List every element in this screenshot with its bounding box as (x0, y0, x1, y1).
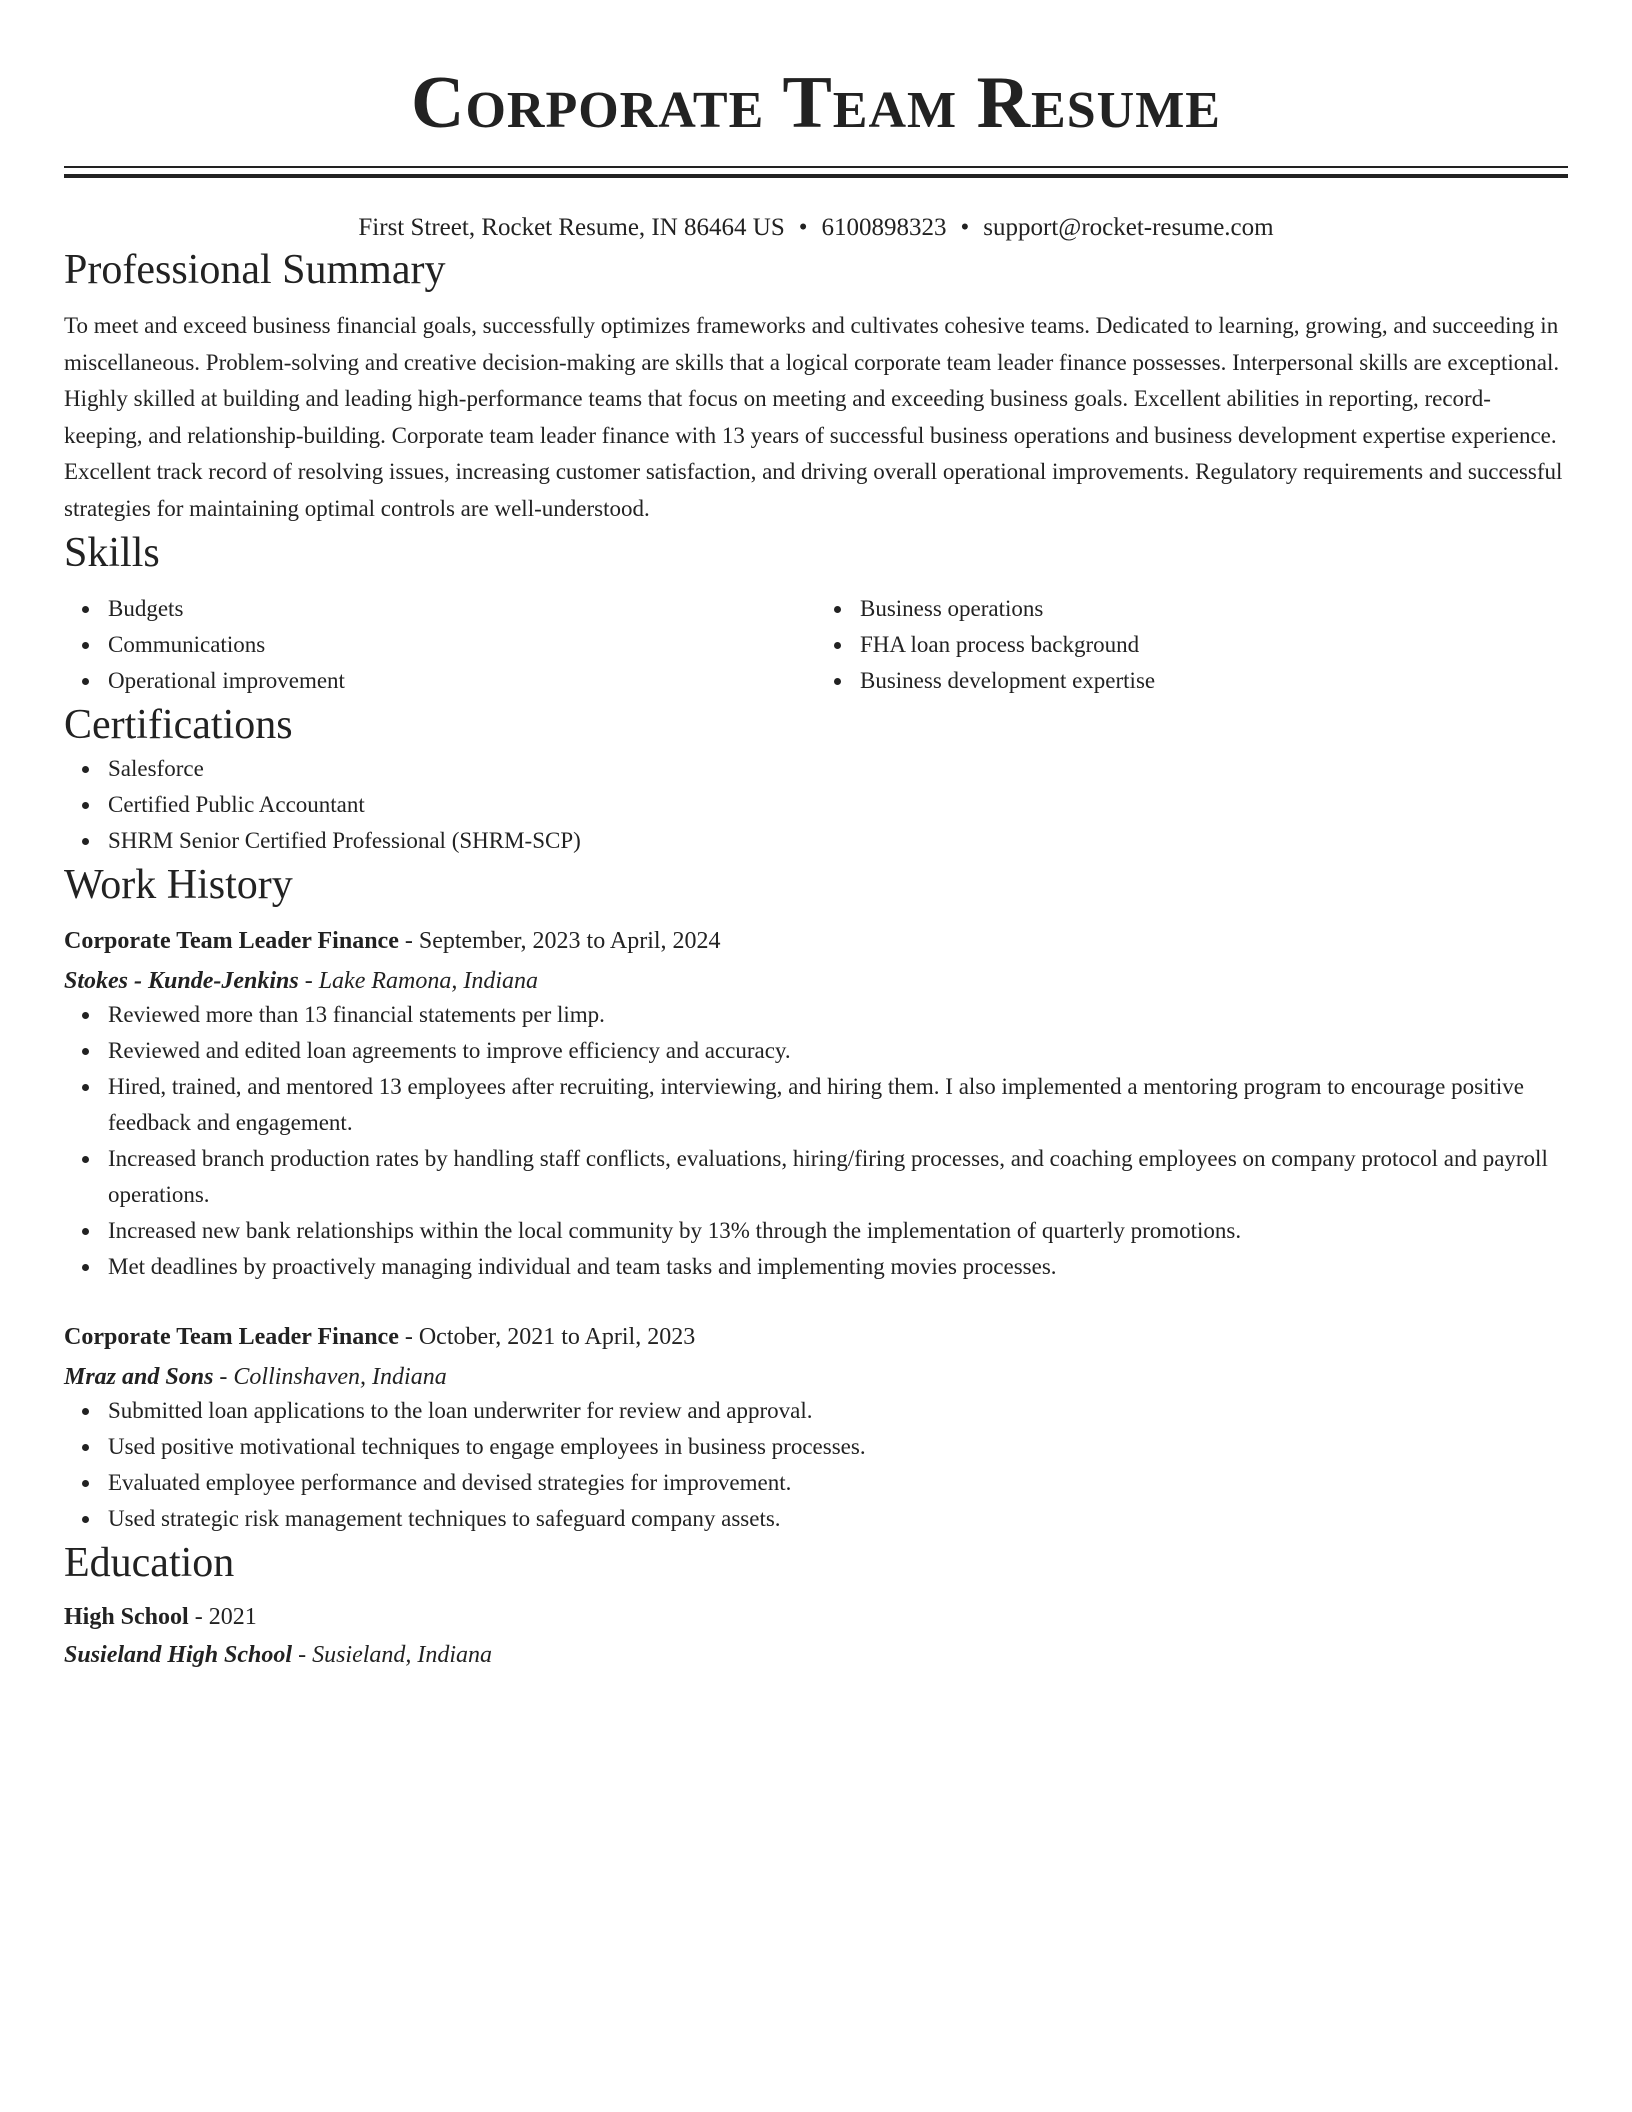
job-company: Stokes - Kunde-Jenkins (64, 968, 299, 994)
summary-text: To meet and exceed business financial goals, successfully optimizes frameworks and cultivates cohesive teams. Dedicated to learning, growing, and succeeding in miscellaneous. Problem-solving and creative decision-making are skills that a logical corporate team leader finance possesses. Interpersonal skills are exceptional. Highly skilled at building and leading high-performance teams that focus on meeting and exceeding business goals. Excellent abilities in reporting, record-keeping, and relationship-building. Corporate team leader finance with 13 years of successful business operations and business development expertise experience. Excellent track record of resolving issues, increasing customer satisfaction, and driving overall operational improvements. Regulatory requirements and successful strategies for maintaining optimal controls are well-understood. (64, 313, 1563, 521)
education-year: - 2021 (188, 1604, 257, 1630)
skill-item: Communications (108, 627, 816, 663)
job-title: Corporate Team Leader Finance (64, 1324, 399, 1350)
job-bullet: Increased new bank relationships within the local community by 13% through the implementation of quarterly promotions. (108, 1213, 1568, 1249)
title-rule-thin (64, 166, 1568, 168)
resume-page (64, 0, 1568, 1671)
education-degree: High School (64, 1604, 189, 1630)
job-company-line (64, 965, 1568, 997)
contact-separator: • (960, 214, 970, 241)
job-bullet: Used strategic risk management techniques to safeguard company assets. (108, 1501, 1568, 1537)
skills-column-right (816, 591, 1568, 699)
skill-item: Operational improvement (108, 663, 816, 699)
contact-line (64, 212, 1568, 244)
job-bullet: Reviewed and edited loan agreements to improve efficiency and accuracy. (108, 1033, 1568, 1069)
job-bullets (64, 1393, 1568, 1537)
certification-item: Certified Public Accountant (108, 787, 1568, 823)
job-company-line (64, 1361, 1568, 1393)
job-bullet: Reviewed more than 13 financial statements per limp. (108, 997, 1568, 1033)
education-school: Susieland High School (64, 1642, 293, 1668)
certification-item: SHRM Senior Certified Professional (SHRM-SCP) (108, 823, 1568, 859)
skill-item: FHA loan process background (860, 627, 1568, 663)
job-entry (64, 925, 1568, 1285)
job-location: - Collinshaven, Indiana (213, 1364, 447, 1390)
contact-address: First Street, Rocket Resume, IN 86464 US (358, 214, 785, 241)
skills-column-left (64, 591, 816, 699)
skill-item: Business development expertise (860, 663, 1568, 699)
job-entry (64, 1321, 1568, 1537)
job-bullet: Increased branch production rates by handling staff conflicts, evaluations, hiring/firing processes, and coaching employees on company protocol and payroll operations. (108, 1141, 1568, 1213)
contact-email: support@rocket-resume.com (983, 214, 1274, 241)
job-title: Corporate Team Leader Finance (64, 928, 399, 954)
work-history-heading: Work History (64, 862, 293, 908)
job-title-line (64, 925, 1568, 957)
job-bullet: Evaluated employee performance and devised strategies for improvement. (108, 1465, 1568, 1501)
title-rule-thick (64, 174, 1568, 178)
education-heading: Education (64, 1540, 235, 1586)
job-bullet: Submitted loan applications to the loan underwriter for review and approval. (108, 1393, 1568, 1429)
contact-phone: 6100898323 (821, 214, 947, 241)
education-school-line (64, 1639, 1568, 1671)
job-title-line (64, 1321, 1568, 1353)
job-location: - Lake Ramona, Indiana (298, 968, 538, 994)
skills-list (64, 591, 1568, 699)
skill-item: Budgets (108, 591, 816, 627)
education-degree-line (64, 1601, 1568, 1633)
skills-heading: Skills (64, 530, 160, 576)
contact-separator: • (798, 214, 808, 241)
certifications-heading: Certifications (64, 702, 293, 748)
job-dates: - September, 2023 to April, 2024 (398, 928, 721, 954)
job-bullets (64, 997, 1568, 1285)
job-bullet: Hired, trained, and mentored 13 employees after recruiting, interviewing, and hiring them. I also implemented a mentoring program to encourage positive feedback and engagement. (108, 1069, 1568, 1141)
resume-title: Corporate Team Resume (411, 62, 1221, 144)
job-company: Mraz and Sons (64, 1364, 214, 1390)
skill-item: Business operations (860, 591, 1568, 627)
certification-item: Salesforce (108, 751, 1568, 787)
education-location: - Susieland, Indiana (292, 1642, 493, 1668)
job-dates: - October, 2021 to April, 2023 (398, 1324, 696, 1350)
summary-heading: Professional Summary (64, 247, 446, 293)
job-bullet: Used positive motivational techniques to engage employees in business processes. (108, 1429, 1568, 1465)
certifications-list (64, 751, 1568, 859)
job-bullet: Met deadlines by proactively managing individual and team tasks and implementing movies processes. (108, 1249, 1568, 1285)
